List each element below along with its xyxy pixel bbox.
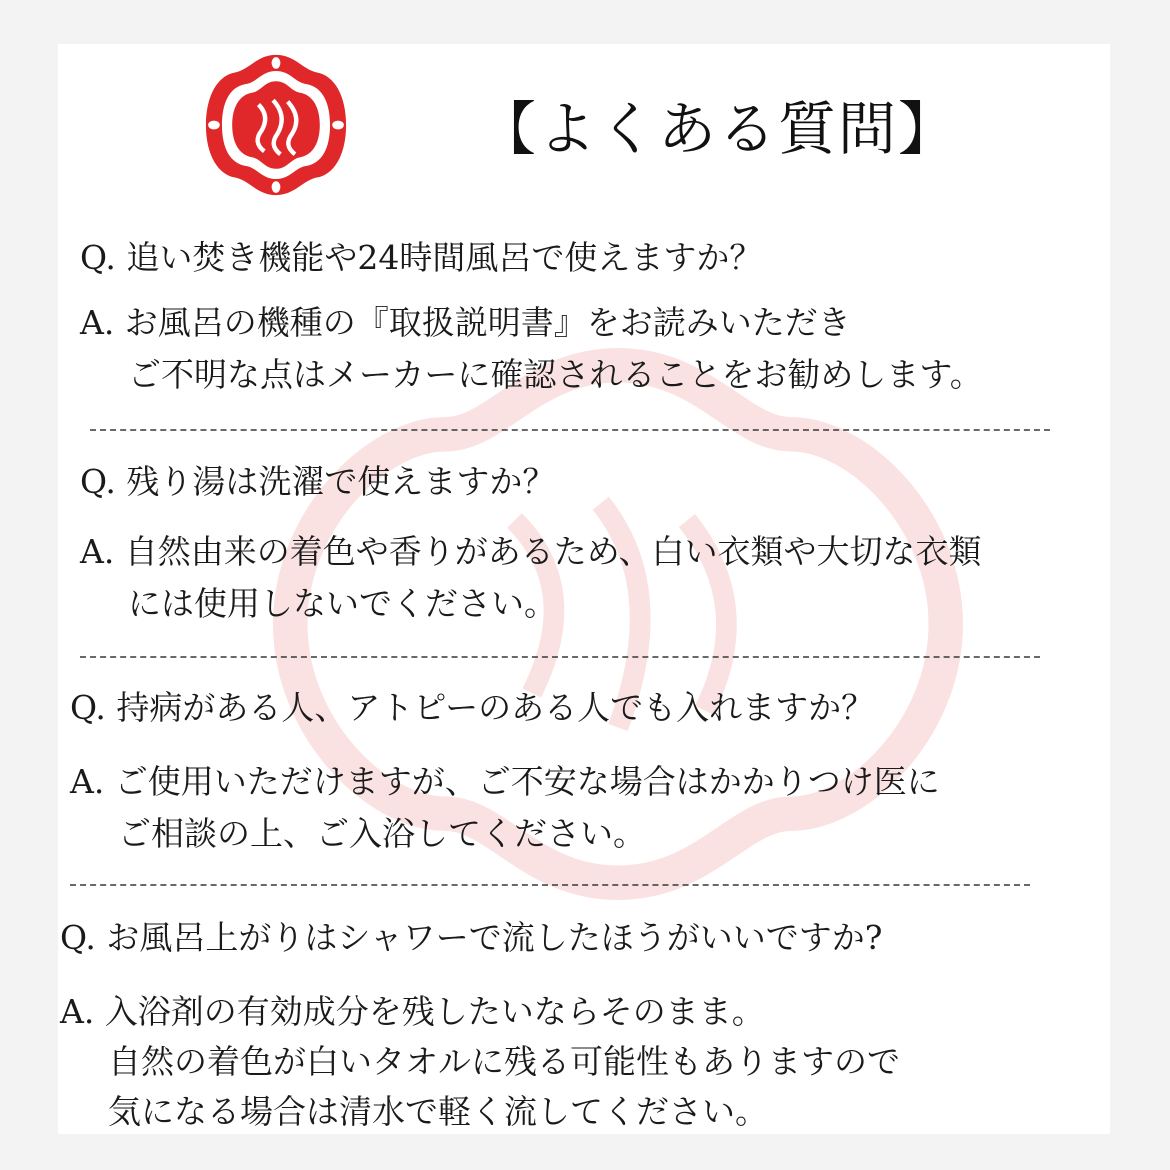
faq-question: Q. 追い焚き機能や24時間風呂で使えますか？: [80, 238, 763, 277]
faq-answer-line: ご不明な点はメーカーに確認されることをお勧めします。: [128, 355, 983, 394]
faq-answer-line: A. お風呂の機種の『取扱説明書』をお読みいただき: [80, 303, 851, 342]
dashed-divider: [80, 656, 1040, 658]
dashed-divider: [90, 429, 1050, 431]
faq-answer-line: A. 入浴剤の有効成分を残したいならそのまま。: [60, 992, 765, 1031]
faq-question: Q. 残り湯は洗濯で使えますか？: [80, 462, 556, 501]
dashed-divider: [70, 884, 1030, 886]
faq-question: Q. 持病がある人、アトピーのある人でも入れますか？: [70, 688, 875, 727]
faq-answer-line: 気になる場合は清水で軽く流してください。: [108, 1092, 768, 1131]
red-crest-logo-icon: [203, 52, 349, 198]
faq-answer-line: A. ご使用いただけますが、ご不安な場合はかかりつけ医に: [70, 762, 940, 801]
faq-question: Q. お風呂上がりはシャワーで流したほうがいいですか?: [60, 918, 883, 957]
faq-answer-line: A. 自然由来の着色や香りがあるため、白い衣類や大切な衣類: [80, 532, 982, 571]
faq-card: [58, 44, 1110, 1134]
faq-answer-line: には使用しないでください。: [128, 584, 557, 623]
faq-answer-line: 自然の着色が白いタオルに残る可能性もありますので: [108, 1042, 900, 1081]
faq-answer-line: ご相談の上、ご入浴してください。: [118, 814, 646, 853]
page-title: 【よくある質問】: [478, 95, 959, 163]
